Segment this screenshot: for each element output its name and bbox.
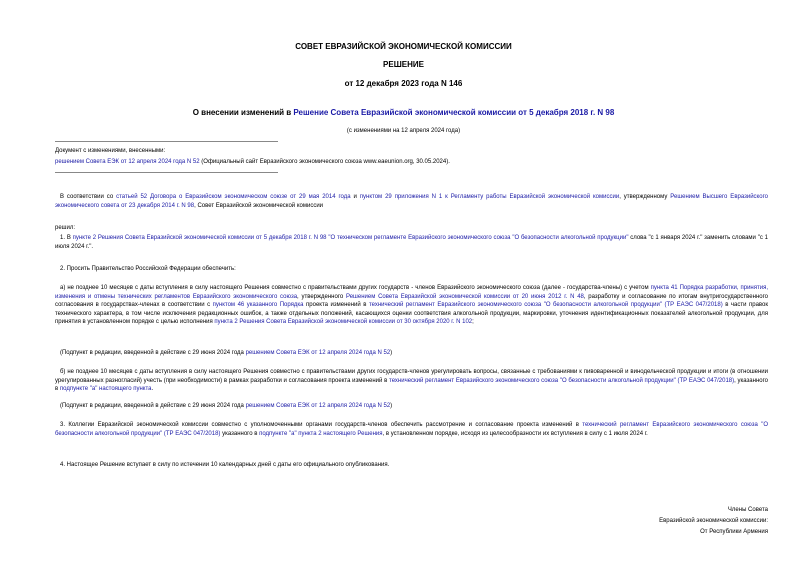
text-segment: слова "с 1 января 2024 г." заменить словами "с 1 июля 2024 г.". [55, 235, 768, 250]
text-segment: а) не позднее 10 месяцев с даты вступления в силу настоящего Решения совместно с правительствами других государств - членов Евразийского экономического союза (далее - государства-члены) с учетом [60, 285, 651, 291]
text-segment: , в установленном порядке, исходя из целесообразности их вступления в силу с 1 июля 2024 г. [382, 430, 648, 437]
item-2a-link[interactable]: подпункте "а" пункта 2 настоящего Решения [259, 430, 383, 437]
item-4: 4. Настоящее Решение вступает в силу по истечении 10 календарных дней с даты его официального опубликования. [60, 462, 390, 468]
decision-102-link[interactable]: пункта 2 Решения Совета Евразийской экономической комиссии от 30 октября 2020 г. N 102 [214, 319, 473, 326]
text-segment: проекта изменений в [303, 302, 369, 309]
item-2: 2. Просить Правительство Российской Федерации обеспечить: [60, 266, 236, 272]
procedure-link[interactable]: пункта 41 Порядка разработки, принятия, изменения и отмены технических регламентов Евразийского экономического союза [55, 285, 769, 300]
signature-block [659, 505, 768, 538]
text-segment: , разработку и согласование по итогам внутригосударственного согласования в государствах-членах в соответствии с [55, 293, 768, 309]
treaty-link[interactable]: статьей 52 Договора о Евразийском экономическом союзе от 29 мая 2014 года [116, 194, 351, 200]
item-2b [55, 368, 768, 394]
text-segment: 1. В [60, 235, 73, 241]
signature-line: Евразийской экономической комиссии: [659, 518, 768, 524]
text-segment: (Подпункт в редакции, введенной в действие с 29 июня 2024 года [60, 350, 246, 356]
note-2b [55, 402, 768, 411]
text-segment: ) [390, 350, 393, 356]
resolved-label: решил: [55, 225, 76, 231]
issuing-organization: СОВЕТ ЕВРАЗИЙСКОЙ ЭКОНОМИЧЕСКОЙ КОМИССИИ [295, 42, 512, 51]
text-segment: б) не позднее 10 месяцев с даты вступления в силу настоящего Решения совместно с правительствами других государств-членов урегулировать вопросы, связанные с требованиями к пивоваренной и винодельческой продукции и итоги (в отношении урегулированных разногласий) учесть (при необходимости) в рамках разработки и согласования проекта изменений в [55, 369, 768, 384]
text-segment: В соответствии со [60, 194, 117, 200]
text-segment: , утвержденного [297, 293, 346, 300]
item-2a [55, 284, 768, 327]
text-segment: ) [390, 403, 393, 409]
procedure-46-link[interactable]: пунктом 46 указанного Порядка [212, 302, 304, 309]
signature-line: Члены Совета [727, 507, 768, 513]
divider-top [55, 141, 278, 142]
text-segment: , указанного в [55, 377, 768, 393]
tech-regulation-link[interactable]: технический регламент Евразийского экономического союза "О безопасности алкогольной продукции" (ТР ЕАЭС 047/2018) [389, 377, 735, 384]
title-prefix: О внесении изменений в [192, 108, 294, 117]
text-segment: . [151, 386, 154, 393]
regulation-link[interactable]: пунктом 29 приложения N 1 к Регламенту работы Евразийской экономической комиссии [359, 194, 620, 200]
text-segment: , утвержденному [619, 194, 671, 200]
text-segment: указанного в [220, 430, 260, 437]
tech-regulation-link[interactable]: технический регламент Евразийского экономического союза "О безопасности алкогольной продукции" (ТР ЕАЭС 047/2018) [55, 422, 768, 437]
document-title [0, 108, 807, 117]
tech-regulation-link[interactable]: технический регламент Евразийского экономического союза "О безопасности алкогольной продукции" (ТР ЕАЭС 047/2018) [368, 302, 723, 309]
text-segment: 3. Коллегии Евразийской экономической комиссии совместно с уполномоченными органами государств-членов обеспечить рассмотрение и согласование проекта изменений в [60, 422, 583, 428]
amendments-block [55, 146, 755, 167]
text-segment: и [350, 194, 360, 200]
note-2a [55, 349, 768, 358]
text-segment: в части правок технического характера, в том числе исключения редакционных ошибок, а также отдельных положений, касающихся оценки соответствия алкогольной продукции, маркировки, уточнения идентификационных показателей алкогольной продукции, для принятия в установленном порядке с целью исполнения [55, 302, 768, 326]
text-segment: (Подпункт в редакции, введенной в действие с 29 июня 2024 года [60, 403, 246, 409]
item-1-link[interactable]: пункте 2 Решения Совета Евразийской экономической комиссии от 5 декабря 2018 г. N 98 "О техническом регламенте Евразийского экономического союза "О безопасности алкогольной продукции" [72, 235, 629, 241]
amendment-note: (с изменениями на 12 апреля 2024 года) [346, 128, 461, 134]
council-decision-link[interactable]: Решением Высшего Евразийского экономического совета от 23 декабря 2014 г. N 98 [55, 194, 768, 209]
signature-line: От Республики Армения [700, 529, 768, 535]
item-3 [55, 421, 768, 438]
decision-48-link[interactable]: Решением Совета Евразийской экономической комиссии от 20 июня 2012 г. N 48 [345, 293, 584, 300]
amendments-entry [55, 157, 755, 167]
text-segment: ; [472, 319, 474, 326]
note-2a-link[interactable]: решением Совета ЕЭК от 12 апреля 2024 года N 52 [245, 350, 391, 356]
subitem-a-link[interactable]: подпункте "а" настоящего пункта [59, 386, 152, 393]
item-1 [55, 234, 768, 251]
title-link[interactable]: Решение Совета Евразийской экономической комиссии от 5 декабря 2018 г. N 98 [293, 108, 615, 117]
amendments-heading: Документ с изменениями, внесенными: [55, 148, 166, 154]
document-date-number: от 12 декабря 2023 года N 146 [344, 79, 463, 88]
text-segment: , Совет Евразийской экономической комиссии [194, 202, 324, 209]
note-2b-link[interactable]: решением Совета ЕЭК от 12 апреля 2024 года N 52 [245, 403, 391, 409]
preamble-paragraph [55, 193, 768, 210]
document-type: РЕШЕНИЕ [383, 60, 424, 69]
amendment-source: (Официальный сайт Евразийского экономического союза www.eaeunion.org, 30.05.2024). [199, 159, 450, 165]
divider-bottom [55, 172, 278, 173]
amendment-link[interactable]: решением Совета ЕЭК от 12 апреля 2024 года N 52 [55, 159, 200, 165]
